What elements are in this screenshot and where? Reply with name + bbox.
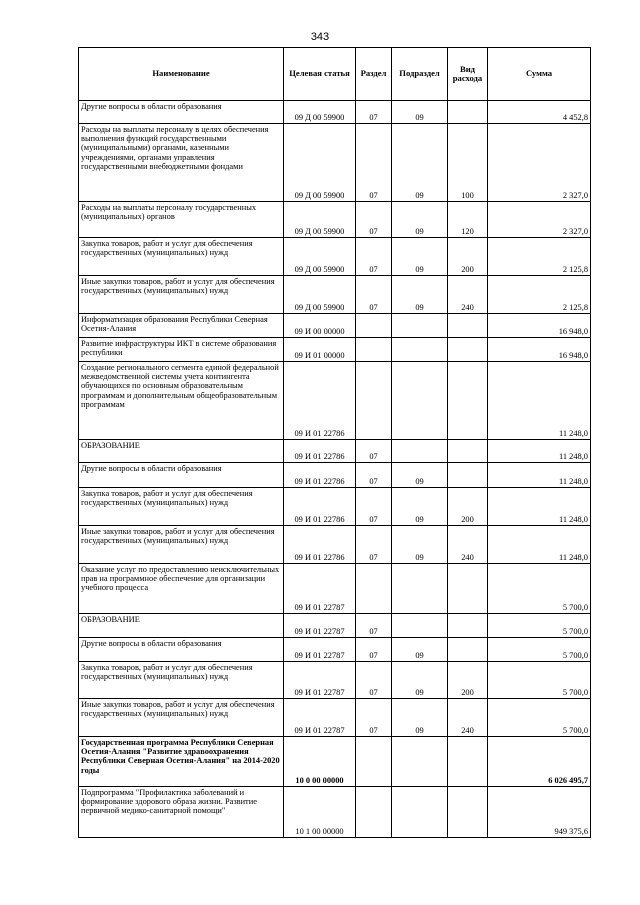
header-name: Наименование — [79, 48, 284, 101]
cell-subsection: 09 — [392, 638, 448, 662]
cell-sum: 949 375,6 — [488, 787, 591, 838]
table-row — [79, 101, 591, 124]
table-row — [79, 526, 591, 564]
cell-section: 07 — [356, 124, 392, 202]
cell-section: 07 — [356, 614, 392, 638]
cell-sum: 2 327,0 — [488, 124, 591, 202]
cell-name — [79, 276, 284, 314]
cell-subsection: 09 — [392, 238, 448, 276]
cell-name — [79, 314, 284, 338]
table-row — [79, 737, 591, 787]
cell-name-text: Государственная программа Республики Северная Осетия-Алания "Развитие здравоохранения Республики Северная Осетия-Алания" на 2014-2020 годы — [81, 738, 280, 775]
cell-section: 07 — [356, 101, 392, 124]
page-number: 343 — [310, 31, 330, 43]
cell-target: 09 Д 00 59900 — [284, 202, 356, 238]
cell-name-text: Иные закупки товаров, работ и услуг для обеспечения государственных (муниципальных) нужд — [81, 700, 275, 719]
cell-sum: 4 452,8 — [488, 101, 591, 124]
cell-name-text: Другие вопросы в области образования — [81, 639, 222, 648]
cell-section: 07 — [356, 638, 392, 662]
cell-kind: 240 — [448, 699, 488, 737]
cell-kind: 240 — [448, 526, 488, 564]
cell-subsection: 09 — [392, 662, 448, 699]
cell-subsection: 09 — [392, 202, 448, 238]
cell-section — [356, 787, 392, 838]
cell-section: 07 — [356, 238, 392, 276]
cell-name-text: Расходы на выплаты персоналу в целях обеспечения выполнения функций государственными (муниципальными) органами, казенными учреждениями, органами управления государственными внебюджетными фондами — [81, 125, 269, 171]
table-row — [79, 699, 591, 737]
cell-name — [79, 526, 284, 564]
table-row — [79, 787, 591, 838]
cell-name-text: Другие вопросы в области образования — [81, 102, 222, 111]
cell-section — [356, 362, 392, 440]
header-sum: Сумма — [488, 48, 591, 101]
cell-target: 09 Д 00 59900 — [284, 276, 356, 314]
cell-name — [79, 737, 284, 787]
cell-sum: 5 700,0 — [488, 699, 591, 737]
cell-name — [79, 787, 284, 838]
cell-target: 09 Д 00 59900 — [284, 101, 356, 124]
cell-name-text: ОБРАЗОВАНИЕ — [81, 615, 140, 624]
cell-kind: 100 — [448, 124, 488, 202]
cell-name-text: Расходы на выплаты персоналу государственных (муниципальных) органов — [81, 203, 257, 222]
table-row — [79, 662, 591, 699]
cell-sum: 2 125,8 — [488, 238, 591, 276]
cell-kind: 200 — [448, 488, 488, 526]
cell-name — [79, 202, 284, 238]
cell-kind — [448, 101, 488, 124]
cell-kind: 120 — [448, 202, 488, 238]
cell-subsection — [392, 440, 448, 463]
cell-target: 09 И 01 22787 — [284, 564, 356, 614]
cell-kind — [448, 638, 488, 662]
cell-kind: 200 — [448, 662, 488, 699]
cell-target: 09 И 01 22787 — [284, 662, 356, 699]
cell-kind — [448, 362, 488, 440]
cell-target: 10 0 00 00000 — [284, 737, 356, 787]
cell-section: 07 — [356, 488, 392, 526]
cell-section: 07 — [356, 662, 392, 699]
table-row — [79, 638, 591, 662]
cell-sum: 5 700,0 — [488, 564, 591, 614]
table-row — [79, 463, 591, 488]
cell-sum: 5 700,0 — [488, 614, 591, 638]
cell-sum: 11 248,0 — [488, 488, 591, 526]
table-row — [79, 338, 591, 362]
cell-name-text: Закупка товаров, работ и услуг для обеспечения государственных (муниципальных) нужд — [81, 239, 253, 258]
cell-target: 09 И 01 22786 — [284, 463, 356, 488]
table-row — [79, 124, 591, 202]
cell-section: 07 — [356, 699, 392, 737]
table-row — [79, 440, 591, 463]
cell-section: 07 — [356, 202, 392, 238]
cell-sum: 16 948,0 — [488, 314, 591, 338]
cell-target: 09 Д 00 59900 — [284, 124, 356, 202]
cell-target: 09 И 01 22786 — [284, 526, 356, 564]
cell-target: 09 И 01 22786 — [284, 362, 356, 440]
cell-section — [356, 737, 392, 787]
header-kind: Вид расхода — [448, 48, 488, 101]
cell-name — [79, 638, 284, 662]
header-subsection: Подраздел — [392, 48, 448, 101]
cell-kind — [448, 314, 488, 338]
cell-name — [79, 662, 284, 699]
cell-name — [79, 338, 284, 362]
cell-name — [79, 362, 284, 440]
cell-kind: 240 — [448, 276, 488, 314]
table-row — [79, 238, 591, 276]
cell-name-text: Оказание услуг по предоставлению неисключительных прав на программное обеспечение для организации учебного процесса — [81, 565, 280, 593]
cell-subsection: 09 — [392, 124, 448, 202]
cell-sum: 6 026 495,7 — [488, 737, 591, 787]
cell-name-text: Подпрограмма "Профилактика заболеваний и формирование здорового образа жизни. Развитие первичной медико-санитарной помощи" — [81, 788, 257, 816]
cell-section: 07 — [356, 526, 392, 564]
cell-sum: 2 125,8 — [488, 276, 591, 314]
cell-name — [79, 124, 284, 202]
cell-subsection: 09 — [392, 276, 448, 314]
cell-name-text: Иные закупки товаров, работ и услуг для обеспечения государственных (муниципальных) нужд — [81, 277, 275, 296]
cell-name — [79, 564, 284, 614]
cell-kind: 200 — [448, 238, 488, 276]
cell-subsection: 09 — [392, 101, 448, 124]
cell-section: 07 — [356, 463, 392, 488]
cell-name-text: Развитие инфраструктуры ИКТ в системе образования республики — [81, 339, 277, 358]
cell-name — [79, 440, 284, 463]
table-row — [79, 276, 591, 314]
cell-section — [356, 338, 392, 362]
cell-subsection — [392, 614, 448, 638]
cell-name-text: Другие вопросы в области образования — [81, 464, 222, 473]
cell-target: 09 И 00 00000 — [284, 314, 356, 338]
cell-kind — [448, 440, 488, 463]
table-row — [79, 202, 591, 238]
cell-kind — [448, 463, 488, 488]
cell-target: 09 И 01 22787 — [284, 699, 356, 737]
cell-subsection: 09 — [392, 463, 448, 488]
table-header-row — [79, 48, 591, 101]
table-body — [79, 101, 591, 838]
cell-sum: 11 248,0 — [488, 463, 591, 488]
cell-subsection — [392, 362, 448, 440]
cell-subsection — [392, 564, 448, 614]
cell-name-text: Создание регионального сегмента единой федеральной межведомственной системы учета контингента обучающихся по основным образовательным программам и дополнительным общеобразовательным программам — [81, 363, 279, 409]
cell-sum: 5 700,0 — [488, 662, 591, 699]
cell-name — [79, 463, 284, 488]
cell-subsection: 09 — [392, 699, 448, 737]
cell-sum: 11 248,0 — [488, 362, 591, 440]
cell-kind — [448, 614, 488, 638]
cell-name — [79, 614, 284, 638]
table-row — [79, 614, 591, 638]
cell-name — [79, 488, 284, 526]
cell-subsection — [392, 787, 448, 838]
table-row — [79, 362, 591, 440]
cell-kind — [448, 737, 488, 787]
cell-name — [79, 238, 284, 276]
cell-section — [356, 314, 392, 338]
header-section: Раздел — [356, 48, 392, 101]
cell-subsection — [392, 338, 448, 362]
cell-sum: 11 248,0 — [488, 526, 591, 564]
cell-target: 09 И 01 22787 — [284, 614, 356, 638]
cell-target: 09 И 01 22786 — [284, 440, 356, 463]
cell-name — [79, 699, 284, 737]
cell-target: 09 И 01 00000 — [284, 338, 356, 362]
cell-sum: 16 948,0 — [488, 338, 591, 362]
cell-name-text: Закупка товаров, работ и услуг для обеспечения государственных (муниципальных) нужд — [81, 489, 253, 508]
cell-sum: 11 248,0 — [488, 440, 591, 463]
cell-subsection: 09 — [392, 488, 448, 526]
cell-target: 10 1 00 00000 — [284, 787, 356, 838]
cell-sum: 5 700,0 — [488, 638, 591, 662]
cell-name-text: ОБРАЗОВАНИЕ — [81, 441, 140, 450]
table-row — [79, 564, 591, 614]
cell-name — [79, 101, 284, 124]
cell-subsection — [392, 314, 448, 338]
cell-kind — [448, 338, 488, 362]
cell-section — [356, 564, 392, 614]
cell-target: 09 И 01 22786 — [284, 488, 356, 526]
cell-section: 07 — [356, 276, 392, 314]
cell-name-text: Информатизация образования Республики Северная Осетия-Алания — [81, 315, 268, 334]
cell-subsection — [392, 737, 448, 787]
cell-name-text: Закупка товаров, работ и услуг для обеспечения государственных (муниципальных) нужд — [81, 663, 253, 682]
header-target: Целевая статья — [284, 48, 356, 101]
cell-name-text: Иные закупки товаров, работ и услуг для обеспечения государственных (муниципальных) нужд — [81, 527, 275, 546]
table-row — [79, 488, 591, 526]
budget-table — [78, 47, 591, 838]
table-row — [79, 314, 591, 338]
cell-kind — [448, 564, 488, 614]
cell-kind — [448, 787, 488, 838]
cell-sum: 2 327,0 — [488, 202, 591, 238]
cell-target: 09 Д 00 59900 — [284, 238, 356, 276]
cell-subsection: 09 — [392, 526, 448, 564]
cell-target: 09 И 01 22787 — [284, 638, 356, 662]
cell-section: 07 — [356, 440, 392, 463]
